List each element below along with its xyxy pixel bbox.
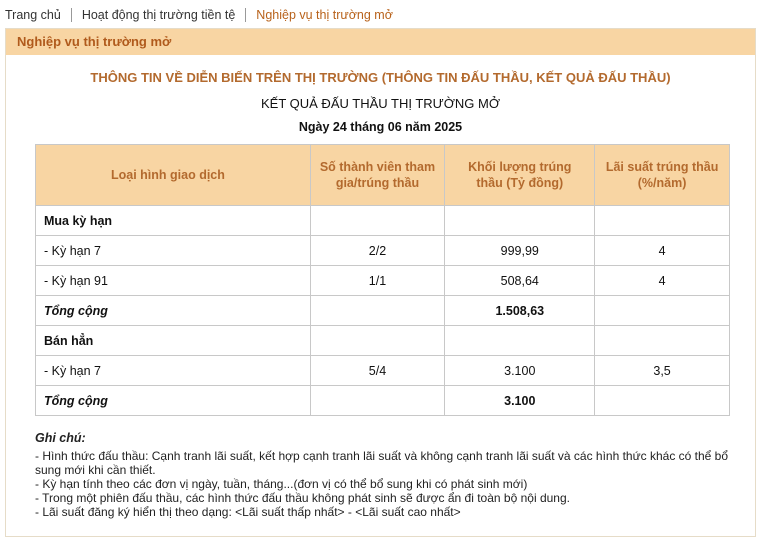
members-cell: 1/1 — [310, 266, 445, 296]
notes-section — [35, 431, 735, 519]
auction-results-subheading: KẾT QUẢ ĐẤU THẦU THỊ TRƯỜNG MỞ — [260, 96, 500, 111]
panel-title: Nghiệp vụ thị trường mở — [6, 29, 755, 55]
table-row — [36, 326, 730, 356]
note-item: - Hình thức đấu thầu: Cạnh tranh lãi suất, kết hợp cạnh tranh lãi suất và không cạnh tranh lãi suất và các hình thức khác có thể bổ sung mới khi cần thiết. — [35, 449, 729, 477]
breadcrumb — [5, 6, 393, 24]
breadcrumb-current-page[interactable]: Nghiệp vụ thị trường mở — [256, 8, 393, 22]
open-market-panel — [5, 28, 756, 537]
column-header-members: Số thành viên tham gia/trúng thầu — [310, 145, 445, 206]
term-label: - Kỳ hạn 91 — [36, 266, 311, 296]
table-row — [36, 356, 730, 386]
breadcrumb-separator — [245, 8, 246, 22]
table-row — [36, 236, 730, 266]
group-label-outright-sale: Bán hẳn — [36, 326, 311, 356]
breadcrumb-home-link[interactable]: Trang chủ — [5, 8, 61, 22]
volume-cell: 3.100 — [445, 356, 595, 386]
members-cell — [310, 296, 445, 326]
members-cell: 5/4 — [310, 356, 445, 386]
group-label-buy-term: Mua kỳ hạn — [36, 206, 311, 236]
total-label: Tổng cộng — [36, 296, 311, 326]
total-label: Tổng cộng — [36, 386, 311, 416]
column-header-transaction-type: Loại hình giao dịch — [36, 145, 311, 206]
table-row-total — [36, 386, 730, 416]
auction-date: Ngày 24 tháng 06 năm 2025 — [298, 120, 463, 134]
rate-cell: 4 — [595, 236, 730, 266]
rate-cell — [595, 296, 730, 326]
rate-cell — [595, 206, 730, 236]
rate-cell — [595, 386, 730, 416]
table-row — [36, 206, 730, 236]
table-row — [36, 266, 730, 296]
notes-title: Ghi chú: — [35, 431, 86, 445]
auction-results-table — [35, 144, 730, 416]
total-volume: 3.100 — [445, 386, 595, 416]
members-cell — [310, 326, 445, 356]
volume-cell — [445, 326, 595, 356]
term-label: - Kỳ hạn 7 — [36, 356, 311, 386]
members-cell — [310, 386, 445, 416]
rate-cell: 3,5 — [595, 356, 730, 386]
table-row-total — [36, 296, 730, 326]
note-item: - Lãi suất đăng ký hiển thị theo dạng: <Lãi suất thấp nhất> - <Lãi suất cao nhất> — [35, 505, 461, 519]
members-cell: 2/2 — [310, 236, 445, 266]
total-volume: 1.508,63 — [445, 296, 595, 326]
breadcrumb-money-market-link[interactable]: Hoạt động thị trường tiền tệ — [81, 8, 236, 22]
rate-cell — [595, 326, 730, 356]
volume-cell: 999,99 — [445, 236, 595, 266]
breadcrumb-separator — [71, 8, 72, 22]
term-label: - Kỳ hạn 7 — [36, 236, 311, 266]
table-header-row — [36, 145, 730, 206]
column-header-interest-rate: Lãi suất trúng thầu (%/năm) — [595, 145, 730, 206]
note-item: - Trong một phiên đấu thầu, các hình thức đấu thầu không phát sinh sẽ được ẩn đi toàn bộ nội dung. — [35, 491, 570, 505]
volume-cell — [445, 206, 595, 236]
market-info-heading: THÔNG TIN VỀ DIỄN BIẾN TRÊN THỊ TRƯỜNG (THÔNG TIN ĐẤU THẦU, KẾT QUẢ ĐẤU THẦU) — [90, 70, 671, 85]
volume-cell: 508,64 — [445, 266, 595, 296]
rate-cell: 4 — [595, 266, 730, 296]
column-header-volume: Khối lượng trúng thầu (Tỷ đồng) — [445, 145, 595, 206]
note-item: - Kỳ hạn tính theo các đơn vị ngày, tuần, tháng...(đơn vị có thể bổ sung khi có phát sinh mới) — [35, 477, 528, 491]
members-cell — [310, 206, 445, 236]
